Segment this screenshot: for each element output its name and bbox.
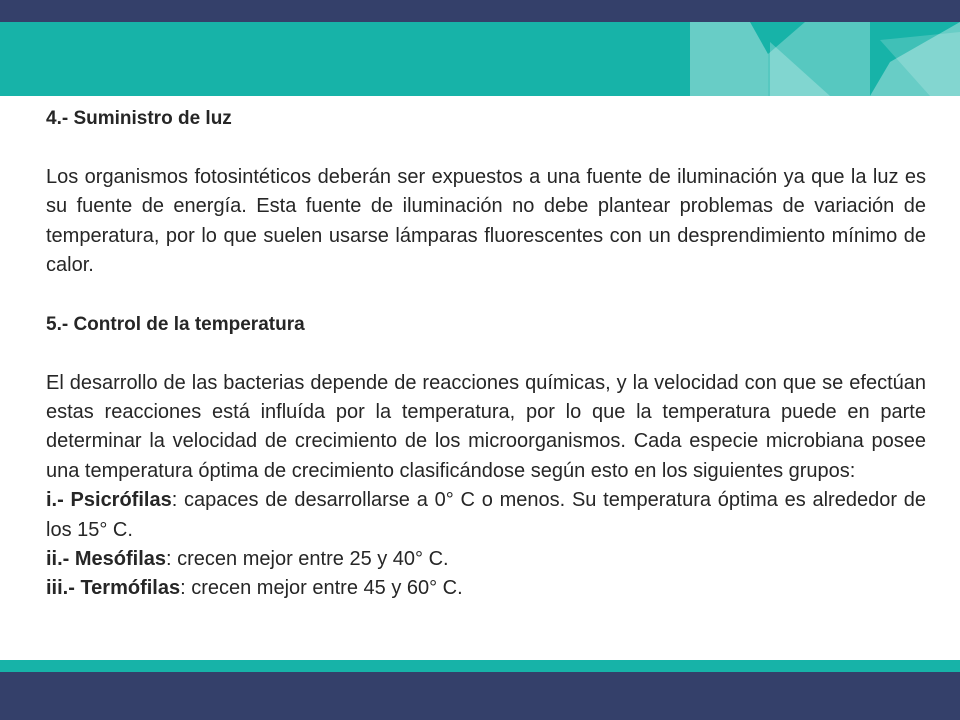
decorative-chevron-graphic <box>0 22 960 96</box>
group-label: i.- Psicrófilas <box>46 489 172 512</box>
section-5-heading: 5.- Control de la temperatura <box>46 313 305 335</box>
group-text: : capaces de desarrollarse a 0° C o menos. Su temperatura óptima es alrededor de los 15° C. <box>46 489 926 541</box>
footer-navy-band <box>0 672 960 720</box>
slide-content <box>46 104 926 604</box>
section-5-body: El desarrollo de las bacterias depende de reacciones químicas, y la velocidad con que se efectúan estas reacciones está influída por la temperatura, por lo que la temperatura puede en parte determinar la velocidad de crecimiento de los microorganismos. Cada especie microbiana posee una temperatura óptima de crecimiento clasificándose según esto en los siguientes grupos: <box>46 371 926 482</box>
header-teal-band <box>0 22 960 96</box>
group-item-termofilas <box>46 574 926 603</box>
group-item-mesofilas <box>46 545 926 574</box>
footer-teal-band <box>0 660 960 672</box>
group-text: : crecen mejor entre 25 y 40° C. <box>166 548 449 571</box>
section-4-body: Los organismos fotosintéticos deberán ser expuestos a una fuente de iluminación ya que la luz es su fuente de energía. Esta fuente de iluminación no debe plantear problemas de variación de temperatura, por lo que suelen usarse lámparas fluorescentes con un desprendimiento mínimo de calor. <box>46 165 926 277</box>
group-label: iii.- Termófilas <box>46 577 181 600</box>
group-text: : crecen mejor entre 45 y 60° C. <box>180 577 463 600</box>
group-label: ii.- Mesófilas <box>46 548 167 571</box>
group-item-psicrofilas <box>46 486 926 545</box>
section-4-heading: 4.- Suministro de luz <box>46 108 232 129</box>
header-navy-band <box>0 0 960 22</box>
